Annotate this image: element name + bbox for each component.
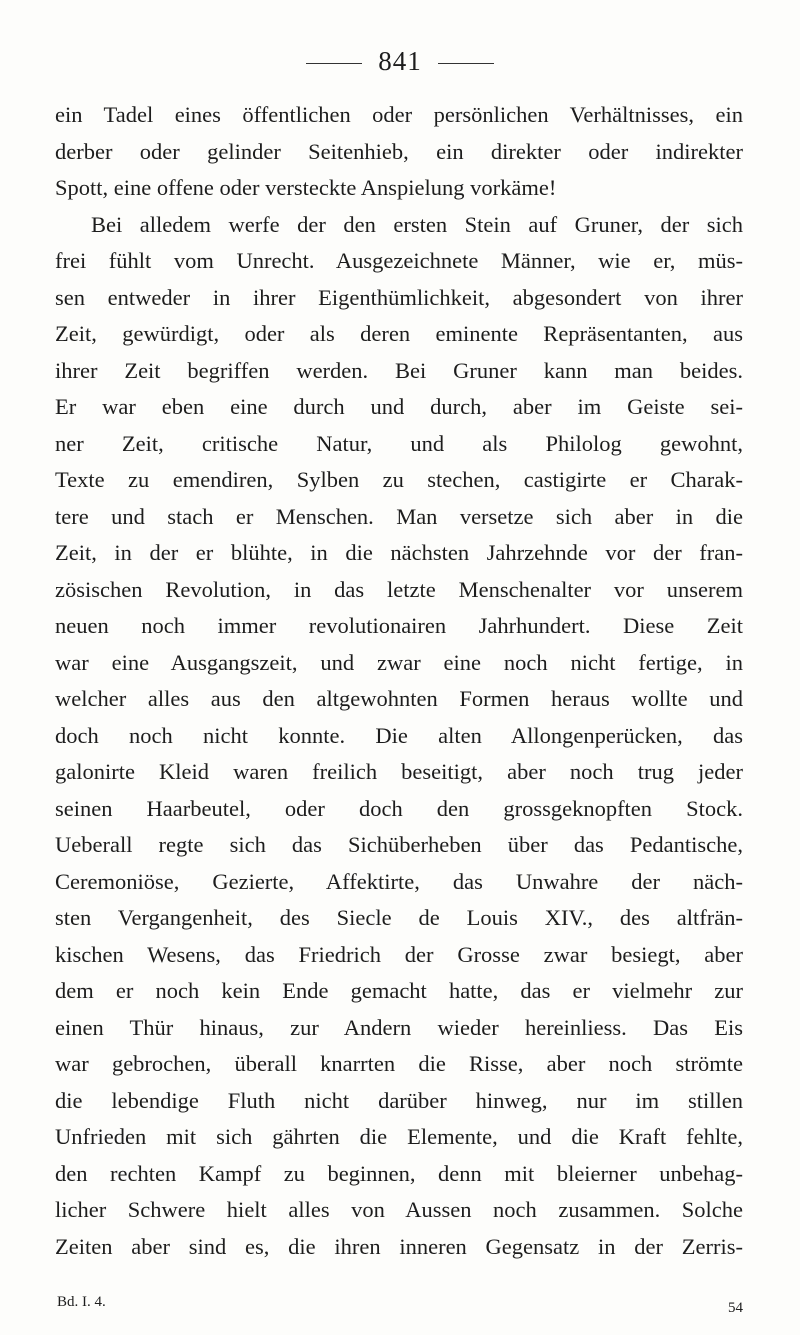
text-line: galonirte Kleid waren freilich beseitigt, aber noch trug jeder (55, 759, 743, 784)
text-line: sen entweder in ihrer Eigenthümlichkeit, abgesondert von ihrer (55, 284, 743, 310)
text-line: kischen Wesens, das Friedrich der Grosse zwar besiegt, aber (55, 941, 743, 967)
text-line: Ueberall regte sich das Sichüberheben über das Pedantische, (55, 832, 743, 857)
text-line: war eine Ausgangszeit, und zwar eine noch nicht fertige, in (55, 649, 743, 675)
text-line: ihrer Zeit begriffen werden. Bei Gruner kann man beides. (55, 357, 743, 383)
text-line: einen Thür hinaus, zur Andern wieder hereinliess. Das Eis (55, 1014, 743, 1040)
text-line: Texte zu emendiren, Sylben zu stechen, castigirte er Charak- (55, 467, 743, 492)
text-line: Er war eben eine durch und durch, aber im Geiste sei- (55, 394, 743, 419)
text-line: tere und stach er Menschen. Man versetze sich aber in die (55, 503, 743, 529)
text-line: Spott, eine offene oder versteckte Anspielung vorkäme! (55, 175, 557, 200)
text-line: Unfrieden mit sich gährten die Elemente, und die Kraft fehlte, (55, 1124, 743, 1149)
text-line: ein Tadel eines öffentlichen oder persönlichen Verhältnisses, ein (55, 102, 743, 127)
page-header (0, 44, 800, 78)
page-number: 841 (378, 46, 422, 76)
text-line: ner Zeit, critische Natur, und als Philolog gewohnt, (55, 430, 743, 456)
text-line: licher Schwere hielt alles von Aussen noch zusammen. Solche (55, 1197, 743, 1222)
text-line: die lebendige Fluth nicht darüber hinweg, nur im stillen (55, 1087, 743, 1113)
text-line: Ceremoniöse, Gezierte, Affektirte, das Unwahre der näch- (55, 868, 743, 894)
text-line: sten Vergangenheit, des Siecle de Louis XIV., des altfrän- (55, 905, 743, 930)
text-line: frei fühlt vom Unrecht. Ausgezeichnete Männer, wie er, müs- (55, 248, 743, 273)
text-line: welcher alles aus den altgewohnten Formen heraus wollte und (55, 686, 743, 711)
header-rule-left (306, 63, 362, 64)
text-line: derber oder gelinder Seitenhieb, ein direkter oder indirekter (55, 138, 743, 164)
text-line: dem er noch kein Ende gemacht hatte, das er vielmehr zur (55, 978, 743, 1003)
signature-mark: Bd. I. 4. (57, 1294, 106, 1310)
text-line: Zeit, gewürdigt, oder als deren eminente Repräsentanten, aus (55, 321, 743, 346)
text-line: neuen noch immer revolutionairen Jahrhundert. Diese Zeit (55, 613, 743, 638)
text-line: den rechten Kampf zu beginnen, denn mit bleierner unbehag- (55, 1160, 743, 1186)
text-line: war gebrochen, überall knarrten die Risse, aber noch strömte (55, 1051, 743, 1076)
text-line: Zeit, in der er blühte, in die nächsten Jahrzehnde vor der fran- (55, 540, 743, 565)
page-body (55, 97, 743, 1265)
text-line: zösischen Revolution, in das letzte Menschenalter vor unserem (55, 576, 743, 602)
page-footer (55, 1289, 743, 1315)
text-line: Bei alledem werfe der den ersten Stein auf Gruner, der sich (91, 211, 743, 237)
header-rule-right (438, 63, 494, 64)
sheet-number: 54 (728, 1300, 743, 1316)
text-line: doch noch nicht konnte. Die alten Allongenperücken, das (55, 722, 743, 748)
text-line: Zeiten aber sind es, die ihren inneren Gegensatz in der Zerris- (55, 1233, 743, 1259)
text-line: seinen Haarbeutel, oder doch den grossgeknopften Stock. (55, 795, 743, 821)
